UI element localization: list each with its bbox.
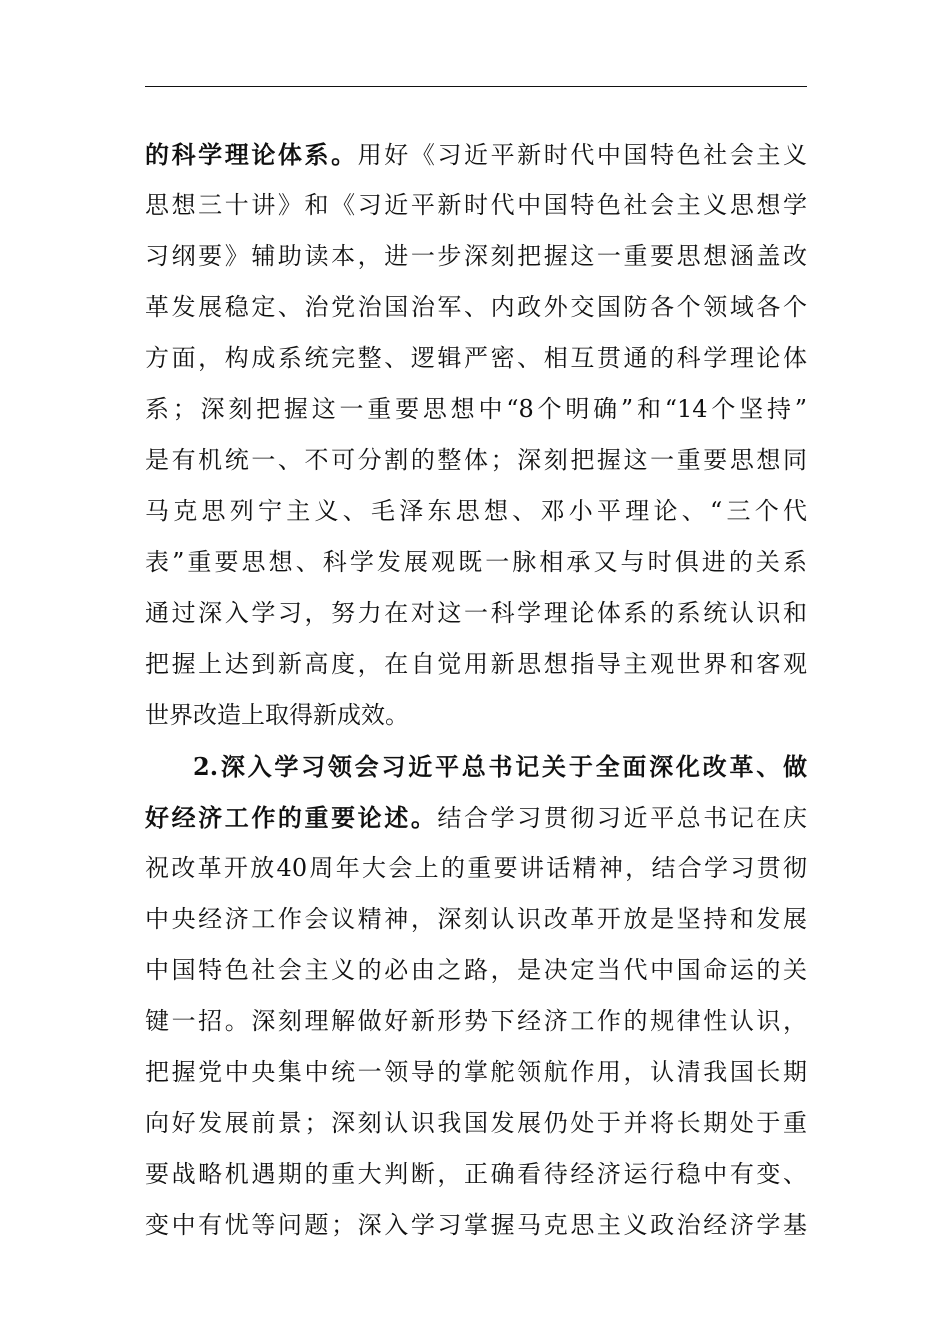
- text-line: [145, 231, 807, 282]
- text-line: [145, 741, 807, 792]
- text-line: [145, 384, 807, 435]
- text-line: [145, 486, 807, 537]
- text-line: [145, 588, 807, 639]
- text-segment: 中央经济工作会议精神，深刻认识改革开放是坚持和发展: [145, 905, 807, 933]
- bold-text-segment: 好经济工作的重要论述。: [145, 803, 438, 832]
- text-line: [145, 435, 807, 486]
- document-body: [145, 129, 807, 1251]
- text-segment: 是有机统一、不可分割的整体；深刻把握这一重要思想同: [145, 446, 807, 474]
- text-line: [145, 282, 807, 333]
- bold-text-segment: 2.深入学习领会习近平总书记关于全面深化改革、做: [193, 752, 807, 781]
- text-segment: 思想三十讲》和《习近平新时代中国特色社会主义思想学: [145, 191, 807, 219]
- text-segment: 系；深刻把握这一重要思想中“8个明确”和“14个坚持”: [145, 395, 807, 423]
- text-segment: 祝改革开放40周年大会上的重要讲话精神，结合学习贯彻: [145, 854, 807, 882]
- text-line: [145, 1047, 807, 1098]
- text-segment: 习纲要》辅助读本，进一步深刻把握这一重要思想涵盖改: [145, 242, 807, 270]
- text-segment: 把握上达到新高度，在自觉用新思想指导主观世界和客观: [145, 650, 807, 678]
- text-segment: 中国特色社会主义的必由之路，是决定当代中国命运的关: [145, 956, 807, 984]
- text-line: [145, 996, 807, 1047]
- header-rule: [145, 86, 807, 87]
- text-segment: 向好发展前景；深刻认识我国发展仍处于并将长期处于重: [145, 1109, 807, 1137]
- text-segment: 变中有忧等问题；深入学习掌握马克思主义政治经济学基: [145, 1211, 807, 1239]
- text-segment: 把握党中央集中统一领导的掌舵领航作用，认清我国长期: [145, 1058, 807, 1086]
- text-line: [145, 537, 807, 588]
- text-segment: 表”重要思想、科学发展观既一脉相承又与时俱进的关系: [145, 548, 807, 576]
- bold-text-segment: 的科学理论体系。: [145, 140, 358, 169]
- text-line: [145, 1149, 807, 1200]
- text-segment: 要战略机遇期的重大判断，正确看待经济运行稳中有变、: [145, 1160, 807, 1188]
- text-segment: 方面，构成系统完整、逻辑严密、相互贯通的科学理论体: [145, 344, 807, 372]
- text-segment: 键一招。深刻理解做好新形势下经济工作的规律性认识，: [145, 1007, 807, 1035]
- text-line: [145, 1200, 807, 1251]
- text-line: [145, 792, 807, 843]
- text-line: [145, 180, 807, 231]
- text-segment: 马克思列宁主义、毛泽东思想、邓小平理论、“三个代: [145, 497, 807, 525]
- text-line: [145, 639, 807, 690]
- text-segment: 通过深入学习，努力在对这一科学理论体系的系统认识和: [145, 599, 807, 627]
- text-segment: 革发展稳定、治党治国治军、内政外交国防各个领域各个: [145, 293, 807, 321]
- text-line: [145, 945, 807, 996]
- text-segment: 世界改造上取得新成效。: [145, 701, 409, 729]
- text-line: [145, 129, 807, 180]
- text-line: [145, 843, 807, 894]
- text-line: [145, 690, 807, 741]
- text-line: [145, 894, 807, 945]
- text-segment: 用好《习近平新时代中国特色社会主义: [357, 141, 807, 169]
- text-segment: 结合学习贯彻习近平总书记在庆: [437, 804, 807, 832]
- text-line: [145, 333, 807, 384]
- text-line: [145, 1098, 807, 1149]
